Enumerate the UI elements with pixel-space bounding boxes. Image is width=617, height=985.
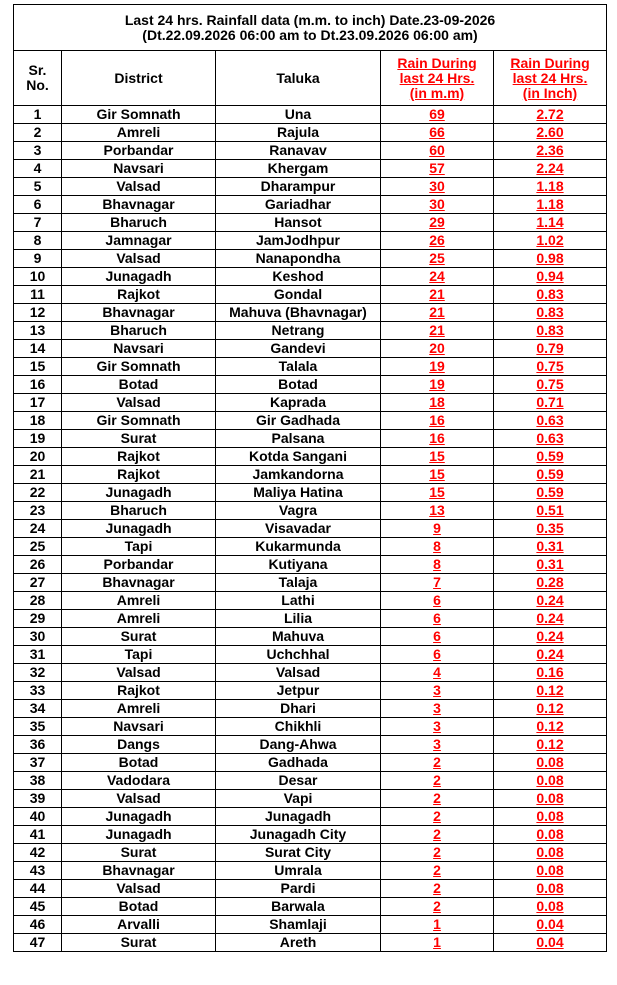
table-row [14, 268, 607, 286]
district-cell: Botad [62, 898, 216, 916]
rain-mm-cell: 2 [381, 808, 494, 826]
district-cell: Valsad [62, 880, 216, 898]
taluka-cell: Hansot [216, 214, 381, 232]
taluka-cell: Umrala [216, 862, 381, 880]
taluka-cell: Junagadh [216, 808, 381, 826]
sr-no-cell: 35 [14, 718, 62, 736]
rain-mm-cell: 60 [381, 142, 494, 160]
rain-mm-cell: 6 [381, 646, 494, 664]
rain-mm-cell: 6 [381, 592, 494, 610]
rain-mm-cell: 3 [381, 700, 494, 718]
table-row [14, 700, 607, 718]
rain-mm-cell: 2 [381, 790, 494, 808]
table-row [14, 358, 607, 376]
district-cell: Botad [62, 376, 216, 394]
rain-mm-cell: 2 [381, 772, 494, 790]
rain-inch-cell: 1.18 [494, 196, 607, 214]
rain-mm-cell: 1 [381, 934, 494, 952]
district-cell: Dangs [62, 736, 216, 754]
rain-mm-cell: 4 [381, 664, 494, 682]
rain-mm-cell: 9 [381, 520, 494, 538]
table-row [14, 592, 607, 610]
sr-no-cell: 34 [14, 700, 62, 718]
district-cell: Rajkot [62, 466, 216, 484]
district-cell: Gir Somnath [62, 106, 216, 124]
sr-no-cell: 16 [14, 376, 62, 394]
rain-mm-cell: 3 [381, 718, 494, 736]
table-row [14, 124, 607, 142]
sr-no-cell: 2 [14, 124, 62, 142]
rain-inch-cell: 0.08 [494, 826, 607, 844]
taluka-cell: Lilia [216, 610, 381, 628]
taluka-cell: Jamkandorna [216, 466, 381, 484]
taluka-cell: Uchchhal [216, 646, 381, 664]
rain-mm-cell: 2 [381, 880, 494, 898]
taluka-cell: Shamlaji [216, 916, 381, 934]
sr-no-cell: 37 [14, 754, 62, 772]
taluka-cell: Rajula [216, 124, 381, 142]
title-line-2: (Dt.22.09.2026 06:00 am to Dt.23.09.2026 06:00 am) [142, 26, 478, 43]
sr-no-cell: 42 [14, 844, 62, 862]
rain-mm-cell: 21 [381, 322, 494, 340]
table-row [14, 790, 607, 808]
district-cell: Surat [62, 628, 216, 646]
sr-no-cell: 22 [14, 484, 62, 502]
district-cell: Junagadh [62, 268, 216, 286]
sr-no-cell: 46 [14, 916, 62, 934]
rain-inch-cell: 0.08 [494, 898, 607, 916]
rain-mm-cell: 7 [381, 574, 494, 592]
taluka-cell: Dang-Ahwa [216, 736, 381, 754]
rain-inch-cell: 0.24 [494, 592, 607, 610]
sr-no-cell: 38 [14, 772, 62, 790]
rain-mm-cell: 15 [381, 448, 494, 466]
district-cell: Tapi [62, 646, 216, 664]
table-row [14, 556, 607, 574]
district-cell: Valsad [62, 664, 216, 682]
district-cell: Amreli [62, 592, 216, 610]
table-row [14, 196, 607, 214]
table-row [14, 844, 607, 862]
sr-no-cell: 40 [14, 808, 62, 826]
taluka-cell: Chikhli [216, 718, 381, 736]
district-cell: Rajkot [62, 682, 216, 700]
taluka-cell: Desar [216, 772, 381, 790]
rain-inch-cell: 0.35 [494, 520, 607, 538]
rain-inch-cell: 0.71 [494, 394, 607, 412]
table-row [14, 862, 607, 880]
district-cell: Valsad [62, 790, 216, 808]
district-cell: Junagadh [62, 484, 216, 502]
taluka-cell: Gariadhar [216, 196, 381, 214]
sr-no-cell: 8 [14, 232, 62, 250]
taluka-cell: Barwala [216, 898, 381, 916]
district-cell: Bharuch [62, 502, 216, 520]
table-row [14, 718, 607, 736]
district-cell: Surat [62, 934, 216, 952]
table-row [14, 610, 607, 628]
sr-no-cell: 43 [14, 862, 62, 880]
rain-inch-cell: 0.59 [494, 466, 607, 484]
taluka-cell: Gondal [216, 286, 381, 304]
rain-mm-cell: 30 [381, 178, 494, 196]
district-cell: Valsad [62, 250, 216, 268]
rain-mm-cell: 20 [381, 340, 494, 358]
district-cell: Botad [62, 754, 216, 772]
header-rain-inch: Rain During last 24 Hrs. (in Inch) [494, 51, 607, 106]
district-cell: Tapi [62, 538, 216, 556]
district-cell: Navsari [62, 718, 216, 736]
table-row [14, 538, 607, 556]
rain-mm-cell: 1 [381, 916, 494, 934]
table-row [14, 340, 607, 358]
table-row [14, 232, 607, 250]
rain-mm-cell: 24 [381, 268, 494, 286]
rain-mm-cell: 21 [381, 304, 494, 322]
sr-no-cell: 33 [14, 682, 62, 700]
rain-mm-cell: 6 [381, 628, 494, 646]
rainfall-table [13, 4, 607, 952]
rain-inch-cell: 2.60 [494, 124, 607, 142]
table-row [14, 664, 607, 682]
rain-mm-cell: 3 [381, 682, 494, 700]
rain-inch-cell: 2.36 [494, 142, 607, 160]
sr-no-cell: 25 [14, 538, 62, 556]
rain-inch-cell: 2.72 [494, 106, 607, 124]
taluka-cell: Botad [216, 376, 381, 394]
table-row [14, 898, 607, 916]
table-row [14, 394, 607, 412]
sr-no-cell: 27 [14, 574, 62, 592]
district-cell: Porbandar [62, 142, 216, 160]
rain-mm-cell: 26 [381, 232, 494, 250]
table-row [14, 736, 607, 754]
taluka-cell: Netrang [216, 322, 381, 340]
district-cell: Arvalli [62, 916, 216, 934]
sr-no-cell: 23 [14, 502, 62, 520]
rain-mm-cell: 2 [381, 826, 494, 844]
rain-inch-cell: 0.12 [494, 700, 607, 718]
taluka-cell: Mahuva [216, 628, 381, 646]
taluka-cell: Nanapondha [216, 250, 381, 268]
rain-inch-cell: 0.08 [494, 880, 607, 898]
taluka-cell: Jetpur [216, 682, 381, 700]
table-title [14, 5, 607, 51]
taluka-cell: Junagadh City [216, 826, 381, 844]
taluka-cell: Khergam [216, 160, 381, 178]
rain-inch-cell: 0.24 [494, 628, 607, 646]
rain-mm-cell: 29 [381, 214, 494, 232]
table-row [14, 142, 607, 160]
sr-no-cell: 11 [14, 286, 62, 304]
rain-inch-cell: 0.63 [494, 412, 607, 430]
sr-no-cell: 19 [14, 430, 62, 448]
taluka-cell: Visavadar [216, 520, 381, 538]
rain-mm-cell: 69 [381, 106, 494, 124]
rain-inch-cell: 0.79 [494, 340, 607, 358]
district-cell: Gir Somnath [62, 412, 216, 430]
rain-mm-cell: 18 [381, 394, 494, 412]
table-row [14, 484, 607, 502]
sr-no-cell: 39 [14, 790, 62, 808]
sr-no-cell: 47 [14, 934, 62, 952]
rain-inch-cell: 0.12 [494, 682, 607, 700]
rain-inch-cell: 2.24 [494, 160, 607, 178]
rain-inch-cell: 0.59 [494, 448, 607, 466]
district-cell: Gir Somnath [62, 358, 216, 376]
table-row [14, 250, 607, 268]
table-row [14, 412, 607, 430]
taluka-cell: Keshod [216, 268, 381, 286]
header-sr-no: Sr. No. [14, 51, 62, 106]
sr-no-cell: 28 [14, 592, 62, 610]
district-cell: Junagadh [62, 808, 216, 826]
rain-mm-cell: 15 [381, 466, 494, 484]
rain-mm-cell: 21 [381, 286, 494, 304]
sr-no-cell: 44 [14, 880, 62, 898]
table-row [14, 772, 607, 790]
table-row [14, 322, 607, 340]
table-row [14, 880, 607, 898]
table-row [14, 448, 607, 466]
sr-no-cell: 7 [14, 214, 62, 232]
rain-inch-cell: 0.83 [494, 286, 607, 304]
sr-no-cell: 29 [14, 610, 62, 628]
district-cell: Bhavnagar [62, 574, 216, 592]
district-cell: Bhavnagar [62, 862, 216, 880]
taluka-cell: Dhari [216, 700, 381, 718]
table-row [14, 646, 607, 664]
header-taluka: Taluka [216, 51, 381, 106]
district-cell: Bhavnagar [62, 196, 216, 214]
rain-mm-cell: 30 [381, 196, 494, 214]
table-row [14, 466, 607, 484]
rain-mm-cell: 2 [381, 898, 494, 916]
sr-no-cell: 4 [14, 160, 62, 178]
rain-inch-cell: 0.75 [494, 358, 607, 376]
district-cell: Junagadh [62, 826, 216, 844]
sr-no-cell: 17 [14, 394, 62, 412]
table-row [14, 628, 607, 646]
taluka-cell: Vagra [216, 502, 381, 520]
rain-mm-cell: 16 [381, 412, 494, 430]
sr-no-cell: 10 [14, 268, 62, 286]
taluka-cell: Kaprada [216, 394, 381, 412]
header-row [14, 51, 607, 106]
rain-mm-cell: 8 [381, 538, 494, 556]
rain-mm-cell: 8 [381, 556, 494, 574]
sr-no-cell: 36 [14, 736, 62, 754]
table-body [14, 106, 607, 952]
district-cell: Surat [62, 430, 216, 448]
rain-inch-cell: 0.98 [494, 250, 607, 268]
rain-mm-cell: 15 [381, 484, 494, 502]
rain-inch-cell: 1.14 [494, 214, 607, 232]
sr-no-cell: 13 [14, 322, 62, 340]
taluka-cell: Kukarmunda [216, 538, 381, 556]
district-cell: Amreli [62, 124, 216, 142]
district-cell: Bharuch [62, 322, 216, 340]
district-cell: Vadodara [62, 772, 216, 790]
table-row [14, 916, 607, 934]
rain-inch-cell: 0.31 [494, 556, 607, 574]
rain-inch-cell: 0.31 [494, 538, 607, 556]
table-row [14, 826, 607, 844]
rain-inch-cell: 1.02 [494, 232, 607, 250]
table-row [14, 502, 607, 520]
header-district: District [62, 51, 216, 106]
sr-no-cell: 30 [14, 628, 62, 646]
rain-inch-cell: 0.08 [494, 772, 607, 790]
sr-no-cell: 6 [14, 196, 62, 214]
sr-no-cell: 26 [14, 556, 62, 574]
rain-inch-cell: 0.83 [494, 304, 607, 322]
rain-inch-cell: 0.63 [494, 430, 607, 448]
sr-no-cell: 12 [14, 304, 62, 322]
table-row [14, 934, 607, 952]
rain-inch-cell: 0.94 [494, 268, 607, 286]
rain-inch-cell: 0.51 [494, 502, 607, 520]
taluka-cell: Dharampur [216, 178, 381, 196]
rain-inch-cell: 1.18 [494, 178, 607, 196]
taluka-cell: Pardi [216, 880, 381, 898]
rain-mm-cell: 16 [381, 430, 494, 448]
rain-inch-cell: 0.12 [494, 736, 607, 754]
sr-no-cell: 14 [14, 340, 62, 358]
rain-mm-cell: 2 [381, 862, 494, 880]
sr-no-cell: 41 [14, 826, 62, 844]
table-row [14, 160, 607, 178]
table-row [14, 520, 607, 538]
title-line-1: Last 24 hrs. Rainfall data (m.m. to inch) Date.23-09-2026 [124, 11, 496, 28]
district-cell: Valsad [62, 394, 216, 412]
district-cell: Navsari [62, 340, 216, 358]
sr-no-cell: 1 [14, 106, 62, 124]
rain-inch-cell: 0.08 [494, 754, 607, 772]
taluka-cell: Una [216, 106, 381, 124]
taluka-cell: Gandevi [216, 340, 381, 358]
taluka-cell: Mahuva (Bhavnagar) [216, 304, 381, 322]
rain-mm-cell: 3 [381, 736, 494, 754]
district-cell: Porbandar [62, 556, 216, 574]
table-row [14, 754, 607, 772]
table-row [14, 214, 607, 232]
taluka-cell: Kotda Sangani [216, 448, 381, 466]
taluka-cell: Ranavav [216, 142, 381, 160]
taluka-cell: Gir Gadhada [216, 412, 381, 430]
taluka-cell: Valsad [216, 664, 381, 682]
district-cell: Amreli [62, 610, 216, 628]
table-row [14, 106, 607, 124]
rain-mm-cell: 19 [381, 376, 494, 394]
rain-inch-cell: 0.04 [494, 934, 607, 952]
sr-no-cell: 5 [14, 178, 62, 196]
district-cell: Junagadh [62, 520, 216, 538]
title-row [14, 5, 607, 51]
sr-no-cell: 31 [14, 646, 62, 664]
district-cell: Surat [62, 844, 216, 862]
table-row [14, 376, 607, 394]
taluka-cell: Lathi [216, 592, 381, 610]
rain-inch-cell: 0.16 [494, 664, 607, 682]
rain-mm-cell: 66 [381, 124, 494, 142]
taluka-cell: Gadhada [216, 754, 381, 772]
district-cell: Rajkot [62, 448, 216, 466]
sr-no-cell: 15 [14, 358, 62, 376]
table-row [14, 178, 607, 196]
table-row [14, 808, 607, 826]
rain-inch-cell: 0.04 [494, 916, 607, 934]
sr-no-cell: 9 [14, 250, 62, 268]
sr-no-cell: 32 [14, 664, 62, 682]
table-row [14, 430, 607, 448]
district-cell: Valsad [62, 178, 216, 196]
rain-mm-cell: 57 [381, 160, 494, 178]
table-row [14, 286, 607, 304]
sr-no-cell: 45 [14, 898, 62, 916]
rain-inch-cell: 0.08 [494, 808, 607, 826]
rain-inch-cell: 0.75 [494, 376, 607, 394]
district-cell: Jamnagar [62, 232, 216, 250]
taluka-cell: Kutiyana [216, 556, 381, 574]
taluka-cell: Areth [216, 934, 381, 952]
taluka-cell: Surat City [216, 844, 381, 862]
rain-mm-cell: 2 [381, 844, 494, 862]
rain-inch-cell: 0.24 [494, 610, 607, 628]
sr-no-cell: 24 [14, 520, 62, 538]
taluka-cell: Palsana [216, 430, 381, 448]
district-cell: Rajkot [62, 286, 216, 304]
sr-no-cell: 3 [14, 142, 62, 160]
rain-mm-cell: 2 [381, 754, 494, 772]
rain-mm-cell: 25 [381, 250, 494, 268]
taluka-cell: Talaja [216, 574, 381, 592]
sr-no-cell: 21 [14, 466, 62, 484]
table-row [14, 682, 607, 700]
district-cell: Amreli [62, 700, 216, 718]
rain-inch-cell: 0.28 [494, 574, 607, 592]
taluka-cell: Vapi [216, 790, 381, 808]
rain-inch-cell: 0.83 [494, 322, 607, 340]
rain-inch-cell: 0.12 [494, 718, 607, 736]
rain-inch-cell: 0.08 [494, 862, 607, 880]
taluka-cell: Maliya Hatina [216, 484, 381, 502]
district-cell: Navsari [62, 160, 216, 178]
rain-inch-cell: 0.59 [494, 484, 607, 502]
rain-inch-cell: 0.08 [494, 844, 607, 862]
rain-mm-cell: 13 [381, 502, 494, 520]
table-row [14, 304, 607, 322]
sr-no-cell: 20 [14, 448, 62, 466]
header-rain-mm: Rain During last 24 Hrs. (in m.m) [381, 51, 494, 106]
rain-mm-cell: 6 [381, 610, 494, 628]
rain-inch-cell: 0.24 [494, 646, 607, 664]
table-row [14, 574, 607, 592]
district-cell: Bharuch [62, 214, 216, 232]
taluka-cell: Talala [216, 358, 381, 376]
sr-no-cell: 18 [14, 412, 62, 430]
taluka-cell: JamJodhpur [216, 232, 381, 250]
district-cell: Bhavnagar [62, 304, 216, 322]
rain-mm-cell: 19 [381, 358, 494, 376]
rain-inch-cell: 0.08 [494, 790, 607, 808]
